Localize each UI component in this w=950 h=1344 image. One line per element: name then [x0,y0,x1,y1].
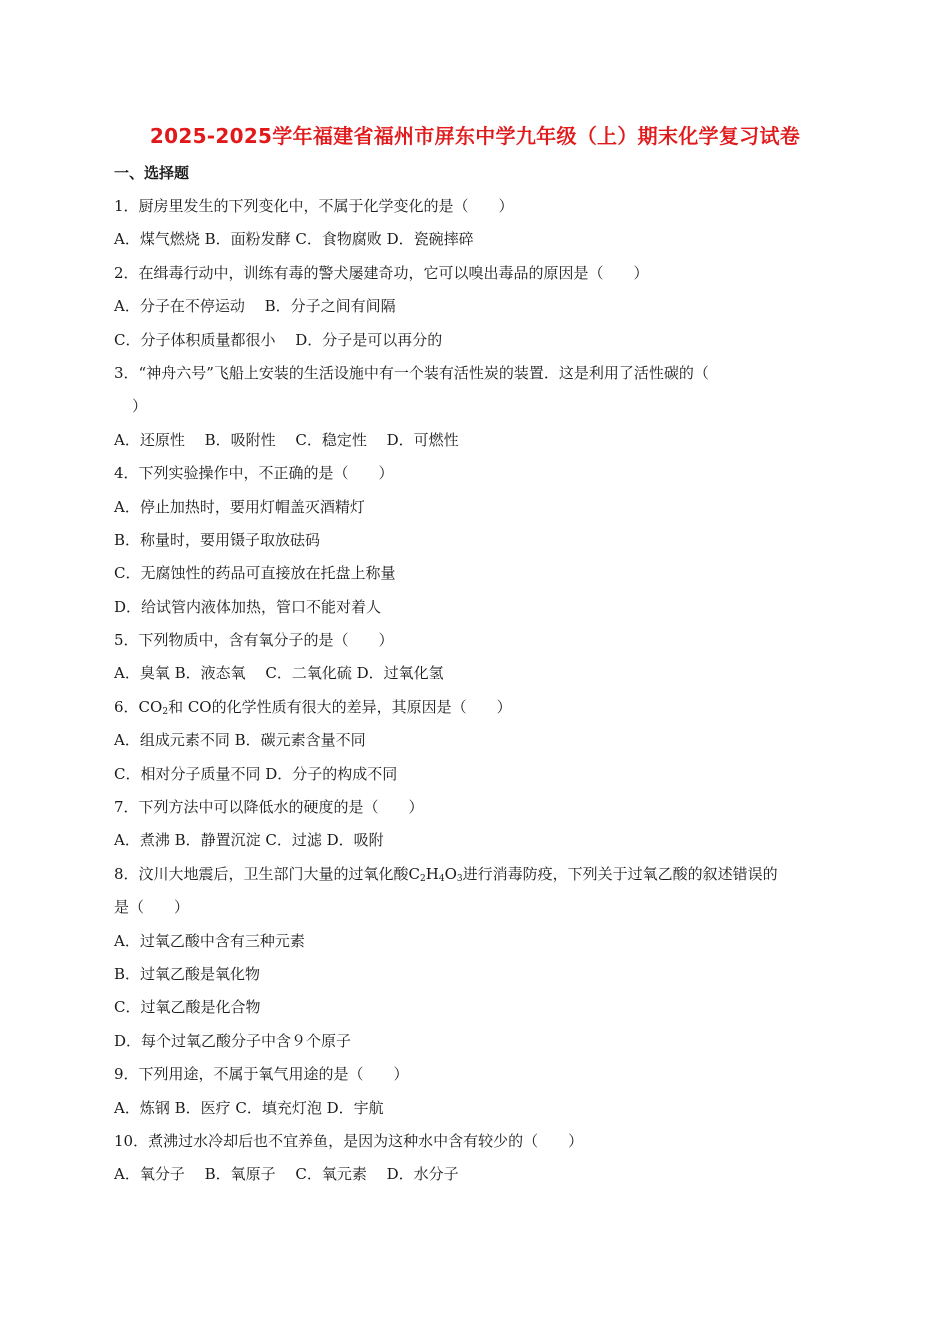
question-8-stem-part: H [425,864,439,883]
question-2-options-cd: C．分子体积质量都很小 D．分子是可以再分的 [114,330,443,349]
question-5-stem: 5．下列物质中，含有氧分子的是（ ） [114,631,394,650]
question-8-stem-continued: 是（ ） [114,898,190,917]
question-6-options-cd: C．相对分子质量不同 D．分子的构成不同 [114,764,398,783]
question-4-stem: 4．下列实验操作中，不正确的是（ ） [114,464,394,483]
question-6-stem [114,696,844,729]
subscript-3: 3 [456,873,463,884]
question-1-stem: 1．厨房里发生的下列变化中，不属于化学变化的是（ ） [114,197,514,215]
question-6-stem-part: 6．CO [114,697,163,716]
question-8-option-c: C．过氧乙酸是化合物 [114,998,261,1017]
question-8-option-d: D．每个过氧乙酸分子中含９个原子 [114,1031,352,1050]
question-5-options: A．臭氧 B．液态氧 C．二氧化硫 D．过氧化氢 [114,664,444,683]
question-9-stem: 9．下列用途，不属于氧气用途的是（ ） [114,1065,409,1084]
question-2-options-ab: A．分子在不停运动 B．分子之间有间隔 [114,297,396,316]
question-3-stem-continued: ） [132,397,148,416]
question-8-stem-part: O [444,864,457,883]
subscript-2: 2 [162,706,169,717]
question-3-stem: 3．“神舟六号”飞船上安装的生活设施中有一个装有活性炭的装置．这是利用了活性碳的（ [114,363,709,382]
question-3-options: A．还原性 B．吸附性 C．稳定性 D．可燃性 [114,430,459,449]
exam-title: 2025-2025学年福建省福州市屏东中学九年级（上）期末化学复习试卷 [149,124,801,148]
subscript-2: 2 [420,873,426,884]
subscript-4: 4 [438,873,445,884]
question-8-stem [114,863,844,896]
question-2-stem: 2．在缉毒行动中，训练有毒的警犬屡建奇功，它可以嗅出毒品的原因是（ ） [114,263,649,282]
question-8-option-b: B．过氧乙酸是氧化物 [114,964,261,983]
question-list [114,195,844,1197]
question-9-options: A．炼钢 B．医疗 C．填充灯泡 D．宇航 [114,1098,384,1117]
question-4-option-a: A．停止加热时，要用灯帽盖灭酒精灯 [114,497,365,516]
question-7-options: A．煮沸 B．静置沉淀 C．过滤 D．吸附 [114,831,384,850]
question-4-option-c: C．无腐蚀性的药品可直接放在托盘上称量 [114,564,396,583]
section-heading: 一、选择题 [114,164,190,182]
question-10-stem: 10．煮沸过水冷却后也不宜养鱼，是因为这种水中含有较少的（ ） [114,1131,584,1150]
question-7-stem: 7．下列方法中可以降低水的硬度的是（ ） [114,798,424,817]
question-6-stem-part: 和 CO的化学性质有很大的差异，其原因是（ ） [168,697,512,716]
question-8-stem-part: 进行消毒防疫，下列关于过氧乙酸的叙述错误的 [462,864,778,883]
question-4-option-b: B．称量时，要用镊子取放砝码 [114,530,321,549]
question-8-option-a: A．过氧乙酸中含有三种元素 [114,931,305,950]
question-1-options: A．煤气燃烧 B．面粉发酵 C．食物腐败 D．瓷碗摔碎 [114,230,474,249]
question-4-option-d: D．给试管内液体加热，管口不能对着人 [114,597,382,616]
question-8-stem-part: 8．汶川大地震后，卫生部门大量的过氧化酸C [114,864,421,883]
question-10-options: A．氧分子 B．氧原子 C．氧元素 D．水分子 [114,1165,459,1184]
question-6-options-ab: A．组成元素不同 B．碳元素含量不同 [114,731,366,750]
